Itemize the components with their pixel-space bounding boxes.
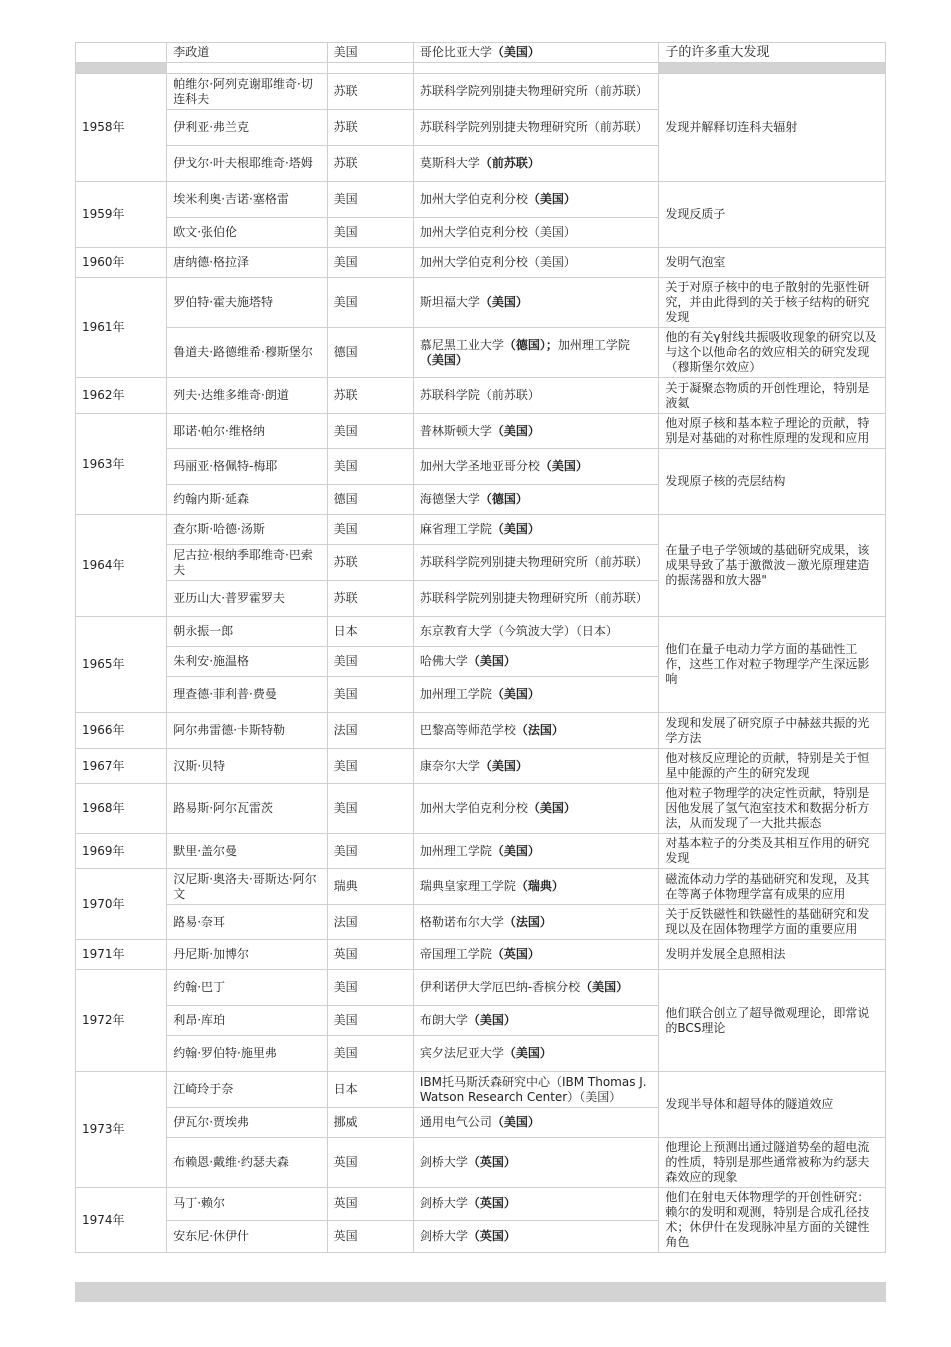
year-cell: 1958年 — [76, 74, 167, 182]
country-cell: 美国 — [327, 414, 413, 449]
country-cell: 美国 — [327, 218, 413, 248]
separator-cell — [167, 63, 327, 74]
institution-country-suffix: （英国） — [467, 1155, 516, 1169]
institution-cell — [413, 218, 659, 248]
institution-text: 海德堡大学 — [419, 492, 480, 506]
institution-cell — [413, 485, 659, 515]
institution-text: 巴黎高等师范学校 — [419, 723, 516, 737]
contribution-cell: 他们在量子电动力学方面的基础性工作，这些工作对粒子物理学产生深远影响 — [659, 617, 886, 713]
table-row — [76, 278, 886, 328]
institution-country-suffix: （法国） — [503, 914, 552, 929]
country-cell: 美国 — [327, 449, 413, 485]
country-cell: 美国 — [327, 970, 413, 1006]
name-cell: 埃米利奥·吉诺·塞格雷 — [167, 182, 327, 218]
name-cell: 约翰·罗伯特·施里弗 — [167, 1036, 327, 1072]
name-cell: 阿尔弗雷德·卡斯特勒 — [167, 713, 327, 749]
separator-cell — [76, 63, 167, 74]
name-cell: 伊戈尔·叶夫根耶维奇·塔姆 — [167, 146, 327, 182]
institution-text: 普林斯顿大学 — [419, 423, 492, 438]
country-cell: 挪威 — [327, 1108, 413, 1138]
institution-cell — [413, 713, 659, 749]
institution-cell — [413, 834, 659, 869]
institution-text: 麻省理工学院 — [419, 522, 492, 536]
country-cell: 英国 — [327, 1138, 413, 1188]
name-cell: 欧文·张伯伦 — [167, 218, 327, 248]
country-cell: 美国 — [327, 43, 413, 63]
name-cell: 路易斯·阿尔瓦雷茨 — [167, 784, 327, 834]
institution-cell — [413, 1138, 659, 1188]
name-cell: 理查德·菲利普·费曼 — [167, 677, 327, 713]
contribution-cell: 发现并解释切连科夫辐射 — [659, 74, 886, 182]
institution-cell — [413, 378, 659, 414]
institution-cell — [413, 43, 659, 63]
year-cell: 1962年 — [76, 378, 167, 414]
country-cell: 苏联 — [327, 378, 413, 414]
year-cell: 1960年 — [76, 248, 167, 278]
institution-country-suffix: （美国） — [491, 522, 540, 536]
institution-cell — [413, 74, 659, 110]
name-cell: 安东尼·休伊什 — [167, 1220, 327, 1253]
institution-text: 帝国理工学院 — [419, 947, 492, 961]
table-row — [76, 1072, 886, 1108]
contribution-cell: 发现和发展了研究原子中赫兹共振的光学方法 — [659, 713, 886, 749]
contribution-cell: 发现原子核的壳层结构 — [659, 449, 886, 515]
country-cell: 苏联 — [327, 545, 413, 581]
country-cell: 美国 — [327, 278, 413, 328]
institution-text: 剑桥大学 — [419, 1228, 468, 1243]
institution-cell — [413, 248, 659, 278]
separator-cell — [327, 63, 413, 74]
table-row — [76, 1188, 886, 1221]
institution-country-suffix: （英国） — [467, 1196, 516, 1211]
table-row — [76, 834, 886, 869]
institution-cell — [413, 328, 659, 378]
institution-country-suffix: （美国） — [580, 980, 629, 994]
name-cell: 朝永振一郎 — [167, 617, 327, 647]
institution-text: 苏联科学院（前苏联） — [419, 388, 540, 402]
name-cell: 路易·奈耳 — [167, 905, 327, 940]
institution-cell — [413, 278, 659, 328]
laureate-table — [75, 42, 886, 1253]
table-row — [76, 248, 886, 278]
year-cell: 1963年 — [76, 414, 167, 515]
institution-text: 哈佛大学 — [419, 654, 468, 668]
institution-country-suffix: （美国） — [467, 1013, 516, 1027]
table-row — [76, 940, 886, 970]
name-cell: 布赖恩·戴维·约瑟夫森 — [167, 1138, 327, 1188]
institution-cell — [413, 1006, 659, 1036]
contribution-cell: 关于凝聚态物质的开创性理论，特别是液氦 — [659, 378, 886, 414]
table-row — [76, 378, 886, 414]
institution-country-suffix: （英国） — [467, 1228, 516, 1243]
name-cell: 马丁·赖尔 — [167, 1188, 327, 1221]
name-cell: 尼古拉·根纳季耶维奇·巴索夫 — [167, 545, 327, 581]
year-cell: 1967年 — [76, 749, 167, 784]
contribution-cell: 他对核反应理论的贡献，特别是关于恒星中能源的产生的研究发现 — [659, 749, 886, 784]
contribution-cell: 他们联合创立了超导微观理论，即常说的BCS理论 — [659, 970, 886, 1072]
institution-text: 加州理工学院 — [557, 337, 630, 352]
contribution-cell: 关于反铁磁性和铁磁性的基础研究和发现以及在固体物理学方面的重要应用 — [659, 905, 886, 940]
institution-country-suffix: （法国） — [515, 723, 564, 737]
institution-text: 加州大学伯克利分校（美国） — [419, 225, 576, 239]
institution-cell — [413, 110, 659, 146]
institution-cell — [413, 545, 659, 581]
institution-cell — [413, 1036, 659, 1072]
table-row — [76, 905, 886, 940]
institution-text: 加州理工学院 — [419, 843, 492, 858]
country-cell: 美国 — [327, 1006, 413, 1036]
institution-country-suffix: （美国） — [491, 843, 540, 858]
country-cell: 美国 — [327, 677, 413, 713]
institution-cell — [413, 1220, 659, 1253]
institution-country-suffix: （美国） — [419, 352, 468, 367]
table-row — [76, 414, 886, 449]
year-cell: 1961年 — [76, 278, 167, 378]
year-cell: 1969年 — [76, 834, 167, 869]
country-cell: 德国 — [327, 328, 413, 378]
institution-country-suffix: （美国） — [491, 423, 540, 438]
institution-text: 格勒诺布尔大学 — [419, 914, 504, 929]
institution-text: 加州理工学院 — [419, 687, 492, 701]
institution-text: 伊利诺伊大学厄巴纳-香槟分校 — [419, 980, 581, 994]
separator-cell — [659, 63, 886, 74]
name-cell: 亚历山大·普罗霍罗夫 — [167, 581, 327, 617]
institution-country-suffix: （美国） — [527, 192, 576, 206]
year-cell: 1959年 — [76, 182, 167, 248]
year-cell: 1968年 — [76, 784, 167, 834]
institution-text: 宾夕法尼亚大学 — [419, 1046, 504, 1060]
name-cell: 伊瓦尔·贾埃弗 — [167, 1108, 327, 1138]
name-cell: 鲁道夫·路德维希·穆斯堡尔 — [167, 328, 327, 378]
contribution-cell: 他的有关γ射线共振吸收现象的研究以及与这个以他命名的效应相关的研究发现（穆斯堡尔效应） — [659, 328, 886, 378]
institution-text: 苏联科学院列别捷夫物理研究所（前苏联） — [419, 120, 648, 134]
table-row — [76, 449, 886, 485]
name-cell: 帕维尔·阿列克谢耶维奇·切连科夫 — [167, 74, 327, 110]
laureate-table-body — [76, 43, 886, 1253]
year-cell — [76, 43, 167, 63]
country-cell: 英国 — [327, 1220, 413, 1253]
country-cell: 美国 — [327, 834, 413, 869]
institution-cell — [413, 1108, 659, 1138]
table-row — [76, 713, 886, 749]
institution-cell — [413, 1188, 659, 1221]
institution-text: 剑桥大学 — [419, 1196, 468, 1211]
name-cell: 默里·盖尔曼 — [167, 834, 327, 869]
institution-text: 莫斯科大学 — [419, 156, 480, 170]
contribution-cell: 发明并发展全息照相法 — [659, 940, 886, 970]
country-cell: 美国 — [327, 647, 413, 677]
country-cell: 苏联 — [327, 74, 413, 110]
institution-country-suffix: （美国） — [491, 45, 540, 59]
country-cell: 美国 — [327, 1036, 413, 1072]
institution-cell — [413, 647, 659, 677]
contribution-cell: 发明气泡室 — [659, 248, 886, 278]
name-cell: 汉斯·贝特 — [167, 749, 327, 784]
institution-country-suffix: （美国） — [503, 1046, 552, 1060]
institution-country-suffix: （美国） — [479, 758, 528, 773]
country-cell: 美国 — [327, 749, 413, 784]
year-cell: 1971年 — [76, 940, 167, 970]
name-cell: 江崎玲于奈 — [167, 1072, 327, 1108]
institution-text: 瑞典皇家理工学院 — [419, 879, 516, 893]
institution-text: 剑桥大学 — [419, 1155, 468, 1169]
institution-cell — [413, 677, 659, 713]
institution-text: 斯坦福大学 — [419, 295, 480, 309]
country-cell: 日本 — [327, 1072, 413, 1108]
contribution-cell: 在量子电子学领域的基础研究成果，该成果导致了基于激微波－激光原理建造的振荡器和放大器" — [659, 515, 886, 617]
table-row — [76, 749, 886, 784]
table-row — [76, 869, 886, 905]
institution-text: 苏联科学院列别捷夫物理研究所（前苏联） — [419, 84, 648, 98]
institution-text: 康奈尔大学 — [419, 758, 480, 773]
name-cell: 丹尼斯·加博尔 — [167, 940, 327, 970]
institution-cell — [413, 940, 659, 970]
institution-cell — [413, 146, 659, 182]
country-cell: 美国 — [327, 182, 413, 218]
country-cell: 法国 — [327, 905, 413, 940]
table-row — [76, 1138, 886, 1188]
institution-cell — [413, 182, 659, 218]
table-row — [76, 43, 886, 63]
table-row — [76, 784, 886, 834]
institution-text: 东京教育大学（今筑波大学）（日本） — [419, 624, 618, 638]
name-cell: 约翰·巴丁 — [167, 970, 327, 1006]
name-cell: 朱利安·施温格 — [167, 647, 327, 677]
institution-text: 加州大学圣地亚哥分校 — [419, 459, 540, 473]
institution-cell — [413, 749, 659, 784]
name-cell: 列夫·达维多维奇·朗道 — [167, 378, 327, 414]
institution-country-suffix: （德国） — [479, 492, 528, 506]
contribution-cell: 他对粒子物理学的决定性贡献，特别是因他发展了氢气泡室技术和数据分析方法，从而发现了一大批共振态 — [659, 784, 886, 834]
institution-country-suffix: （前苏联） — [479, 156, 540, 170]
country-cell: 美国 — [327, 515, 413, 545]
footer-bar — [75, 1282, 886, 1302]
name-cell: 伊利亚·弗兰克 — [167, 110, 327, 146]
name-cell: 唐纳德·格拉泽 — [167, 248, 327, 278]
name-cell: 汉尼斯·奥洛夫·哥斯达·阿尔文 — [167, 869, 327, 905]
country-cell: 英国 — [327, 1188, 413, 1221]
institution-text: IBM托马斯沃森研究中心（IBM Thomas J. Watson Research Center）（美国） — [419, 1074, 647, 1104]
institution-cell — [413, 414, 659, 449]
contribution-cell: 发现反质子 — [659, 182, 886, 248]
institution-country-suffix: （美国） — [491, 687, 540, 701]
year-cell: 1965年 — [76, 617, 167, 713]
year-cell: 1970年 — [76, 869, 167, 940]
table-row — [76, 515, 886, 545]
year-cell: 1964年 — [76, 515, 167, 617]
table-row — [76, 617, 886, 647]
institution-country-suffix: （美国） — [467, 654, 516, 668]
contribution-cell: 他理论上预测出通过隧道势垒的超电流的性质，特别是那些通常被称为约瑟夫森效应的现象 — [659, 1138, 886, 1188]
institution-cell — [413, 449, 659, 485]
institution-country-suffix: （美国） — [539, 459, 588, 473]
table-row-separator — [76, 63, 886, 74]
institution-cell — [413, 905, 659, 940]
name-cell: 玛丽亚·格佩特-梅耶 — [167, 449, 327, 485]
institution-text: 苏联科学院列别捷夫物理研究所（前苏联） — [419, 555, 648, 569]
institution-cell — [413, 515, 659, 545]
name-cell: 约翰内斯·延森 — [167, 485, 327, 515]
institution-text: 加州大学伯克利分校（美国） — [419, 255, 576, 269]
institution-text: 加州大学伯克利分校 — [419, 801, 528, 815]
table-row — [76, 328, 886, 378]
institution-cell — [413, 784, 659, 834]
country-cell: 美国 — [327, 784, 413, 834]
institution-text: 加州大学伯克利分校 — [419, 192, 528, 206]
institution-cell — [413, 1072, 659, 1108]
institution-country-suffix: （英国） — [491, 947, 540, 961]
institution-cell — [413, 970, 659, 1006]
country-cell: 日本 — [327, 617, 413, 647]
country-cell: 瑞典 — [327, 869, 413, 905]
contribution-cell: 磁流体动力学的基础研究和发现，及其在等离子体物理学富有成果的应用 — [659, 869, 886, 905]
name-cell: 耶诺·帕尔·维格纳 — [167, 414, 327, 449]
institution-cell — [413, 869, 659, 905]
separator-cell — [413, 63, 659, 74]
table-row — [76, 74, 886, 110]
contribution-cell: 发现半导体和超导体的隧道效应 — [659, 1072, 886, 1138]
year-cell: 1974年 — [76, 1188, 167, 1253]
contribution-cell: 对基本粒子的分类及其相互作用的研究发现 — [659, 834, 886, 869]
institution-country-suffix: （美国） — [491, 1115, 540, 1129]
year-cell: 1966年 — [76, 713, 167, 749]
year-cell: 1972年 — [76, 970, 167, 1072]
institution-text: 布朗大学 — [419, 1013, 468, 1027]
name-cell: 查尔斯·哈德·汤斯 — [167, 515, 327, 545]
country-cell: 法国 — [327, 713, 413, 749]
country-cell: 美国 — [327, 248, 413, 278]
institution-text: 通用电气公司 — [419, 1115, 492, 1129]
contribution-cell: 他们在射电天体物理学的开创性研究：赖尔的发明和观测，特别是合成孔径技术；休伊什在发现脉冲星方面的关键性角色 — [659, 1188, 886, 1253]
contribution-cell: 他对原子核和基本粒子理论的贡献，特别是对基础的对称性原理的发现和应用 — [659, 414, 886, 449]
institution-text: 哥伦比亚大学 — [419, 45, 492, 59]
institution-cell — [413, 581, 659, 617]
table-row — [76, 182, 886, 218]
contribution-cell: 关于对原子核中的电子散射的先驱性研究，并由此得到的关于核子结构的研究发现 — [659, 278, 886, 328]
country-cell: 英国 — [327, 940, 413, 970]
name-cell: 利昂·库珀 — [167, 1006, 327, 1036]
country-cell: 苏联 — [327, 581, 413, 617]
country-cell: 苏联 — [327, 146, 413, 182]
name-cell: 罗伯特·霍夫施塔特 — [167, 278, 327, 328]
contribution-cell: 子的许多重大发现 — [659, 43, 886, 63]
country-cell: 德国 — [327, 485, 413, 515]
table-row — [76, 970, 886, 1006]
institution-country-suffix: （瑞典） — [515, 879, 564, 893]
institution-text: 苏联科学院列别捷夫物理研究所（前苏联） — [419, 591, 648, 605]
country-cell: 苏联 — [327, 110, 413, 146]
institution-country-suffix: （德国）； — [503, 337, 558, 352]
institution-cell — [413, 617, 659, 647]
institution-country-suffix: （美国） — [479, 295, 528, 309]
institution-country-suffix: （美国） — [527, 801, 576, 815]
year-cell: 1973年 — [76, 1072, 167, 1188]
name-cell: 李政道 — [167, 43, 327, 63]
institution-text: 慕尼黑工业大学 — [419, 337, 504, 352]
